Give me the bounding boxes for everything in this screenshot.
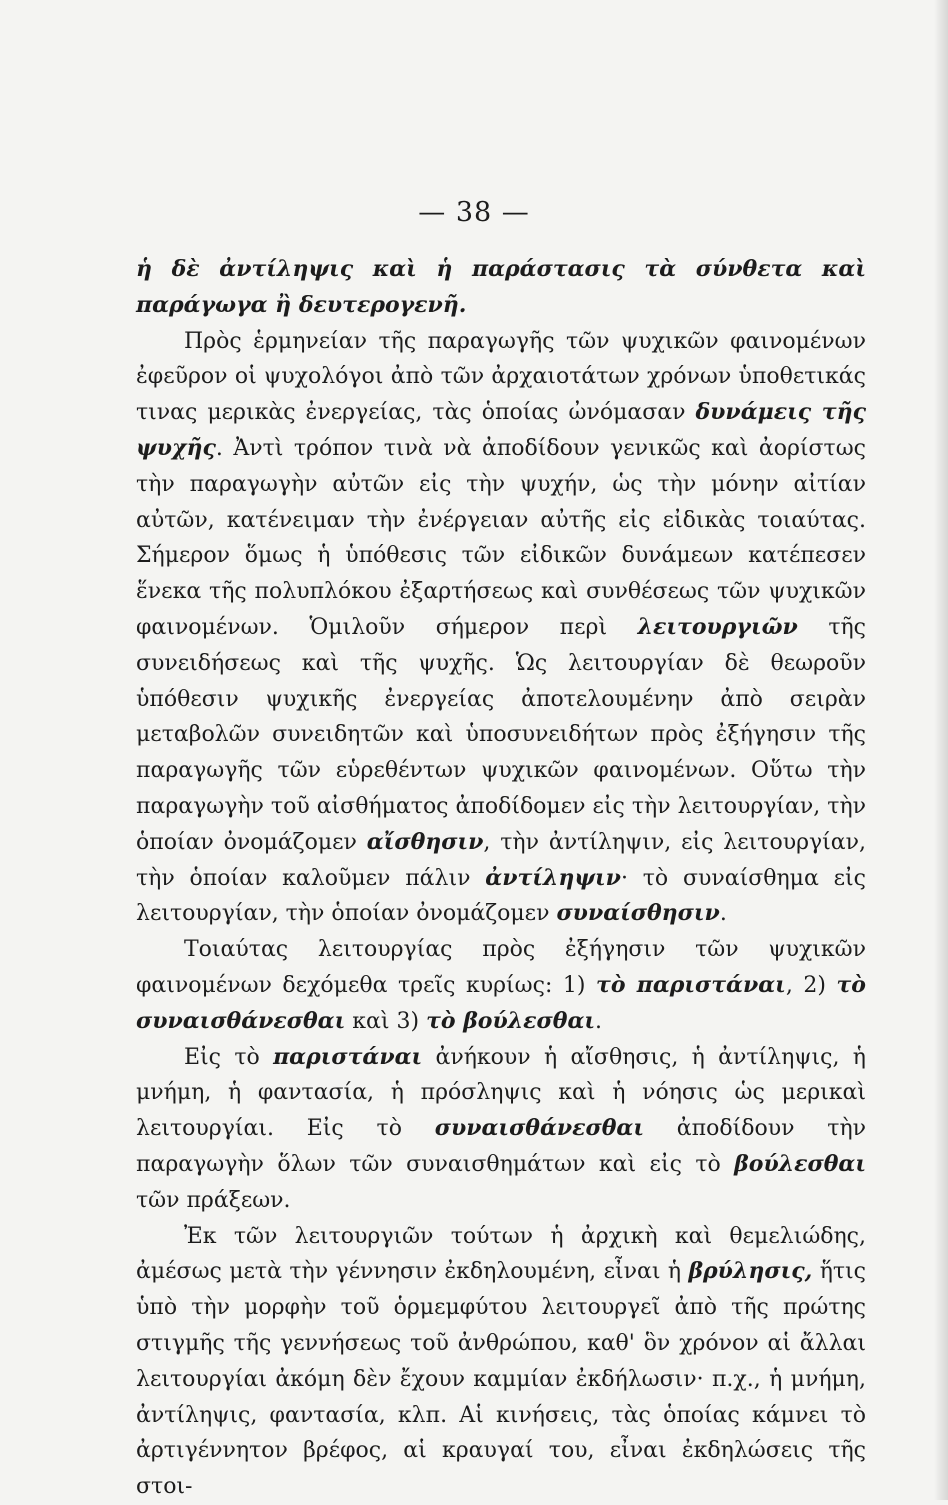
emphasis: βούλεσθαι bbox=[734, 1150, 866, 1177]
paragraph-3 bbox=[136, 932, 866, 1039]
emphasis: δυνάμεις τῆς ψυχῆς bbox=[136, 399, 866, 461]
text-run: ἀνήκουν ἡ αἴσθησις, ἡ ἀντίληψις, ἡ μνήμη, ἡ φαντασία, ἡ πρόσληψις καὶ ἡ νόησις ὡς μερικαὶ λειτουργίαι. Εἰς τὸ bbox=[136, 1044, 866, 1142]
text-run: , τὴν ἀντίληψιν, εἰς λειτουργίαν, τὴν ὁποίαν καλοῦμεν πάλιν bbox=[136, 829, 866, 891]
text-run: Εἰς τὸ bbox=[184, 1044, 274, 1070]
text-run: . bbox=[595, 1008, 603, 1034]
text-run: . Ἀντὶ τρόπον τινὰ νὰ ἀποδίδουν γενικῶς καὶ ἀορίστως τὴν παραγωγὴν αὐτῶν εἰς τὴν ψυχήν, ὡς τὴν μόνην αἰτίαν αὐτῶν, κατένειμαν τὴν ἐνέργειαν αὐτῆς εἰς εἰδικὰς τοιαύτας. Σήμερον ὅμως ἡ ὑπόθεσις τῶν εἰδικῶν δυνάμεων κατέπεσεν ἕνεκα τῆς πολυπλόκου ἐξαρτήσεως καὶ συνθέσεως τῶν ψυχικῶν φαινομένων. Ὁμιλοῦν σήμερον περὶ bbox=[136, 435, 866, 640]
emphasis: βρύλησις, bbox=[688, 1258, 813, 1285]
text-run: , 2) bbox=[785, 972, 837, 998]
emphasis: αἴσθησιν bbox=[366, 828, 484, 855]
text-run: ἥτις ὑπὸ τὴν μορφὴν τοῦ ὁρμεμφύτου λειτουργεῖ ἀπὸ τῆς πρώτης στιγμῆς τῆς γεννήσεως τοῦ ἀνθρώπου, καθ' ὃν χρόνον αἱ ἄλλαι λειτουργίαι ἀκόμη δὲν ἔχουν καμμίαν ἐκδήλωσιν· π.χ., ἡ μνήμη, ἀντίληψις, φαντασία, κλπ. Αἱ κινήσεις, τὰς ὁποίας κάμνει τὸ ἀρτιγέννητον βρέφος, αἱ κραυγαί του, εἶναι ἐκδηλώσεις τῆς στοι- bbox=[136, 1259, 866, 1500]
emphasis: τὸ συναισθάνεσθαι bbox=[136, 971, 866, 1034]
emphasis: παριστάναι bbox=[273, 1043, 423, 1070]
text-run: Τοιαύτας λειτουργίας πρὸς ἐξήγησιν τῶν ψυχικῶν φαινομένων δεχόμεθα τρεῖς κυρίως: 1) bbox=[136, 937, 866, 998]
paragraph-4 bbox=[136, 1040, 866, 1219]
emphasis: λειτουργιῶν bbox=[637, 613, 798, 640]
emphasis: τὸ παριστάναι bbox=[596, 971, 786, 998]
text-run: τῶν πράξεων. bbox=[136, 1187, 291, 1213]
text-run: καὶ 3) bbox=[345, 1008, 427, 1034]
body-text bbox=[136, 252, 866, 1505]
text-run: τῆς συνειδήσεως καὶ τῆς ψυχῆς. Ὡς λειτουργίαν δὲ θεωροῦν ὑπόθεσιν ψυχικῆς ἐνεργείας ἀποτελουμένην ἀπὸ σειρὰν μεταβολῶν συνειδητῶν καὶ ὑποσυνειδήτων πρὸς ἐξήγησιν τῆς παραγωγῆς τῶν εὑρεθέντων ψυχικῶν φαινομένων. Οὕτω τὴν παραγωγὴν τοῦ αἰσθήματος ἀποδίδομεν εἰς τὴν λειτουργίαν, τὴν ὁποίαν ὀνομάζομεν bbox=[136, 614, 867, 855]
text-run: Ἐκ τῶν λειτουργιῶν τούτων ἡ ἀρχικὴ καὶ θεμελιώδης, ἀμέσως μετὰ τὴν γέννησιν ἐκδηλουμένη, εἶναι ἡ bbox=[136, 1223, 866, 1285]
emphasis: τὸ βούλεσθαι bbox=[426, 1007, 596, 1034]
text-run: . bbox=[719, 901, 727, 927]
paragraph-2 bbox=[136, 324, 866, 933]
emphasis: ἡ δὲ ἀντίληψις καὶ ἡ παράστασις τὰ σύνθετα καὶ παράγωγα ἢ δευτερογενῆ. bbox=[136, 256, 866, 318]
paragraph-5 bbox=[136, 1219, 866, 1505]
emphasis: συναίσθησιν bbox=[556, 900, 720, 927]
emphasis: ἀντίληψιν bbox=[485, 864, 621, 891]
text-run: · τὸ συναίσθημα εἰς λειτουργίαν, τὴν ὁποίαν ὀνομάζομεν bbox=[136, 865, 866, 927]
page-number: — 38 — bbox=[418, 197, 530, 228]
text-run: Πρὸς ἑρμηνείαν τῆς παραγωγῆς τῶν ψυχικῶν φαινομένων ἐφεῦρον οἱ ψυχολόγοι ἀπὸ τῶν ἀρχαιοτάτων χρόνων ὑποθετικάς τινας μερικὰς ἐνεργείας, τὰς ὁποίας ὠνόμασαν bbox=[136, 328, 866, 426]
text-run: ἀποδίδουν τὴν παραγωγὴν ὅλων τῶν συναισθημάτων καὶ εἰς τὸ bbox=[136, 1116, 866, 1177]
emphasis: συναισθάνεσθαι bbox=[434, 1115, 645, 1142]
paragraph-1 bbox=[136, 252, 866, 324]
